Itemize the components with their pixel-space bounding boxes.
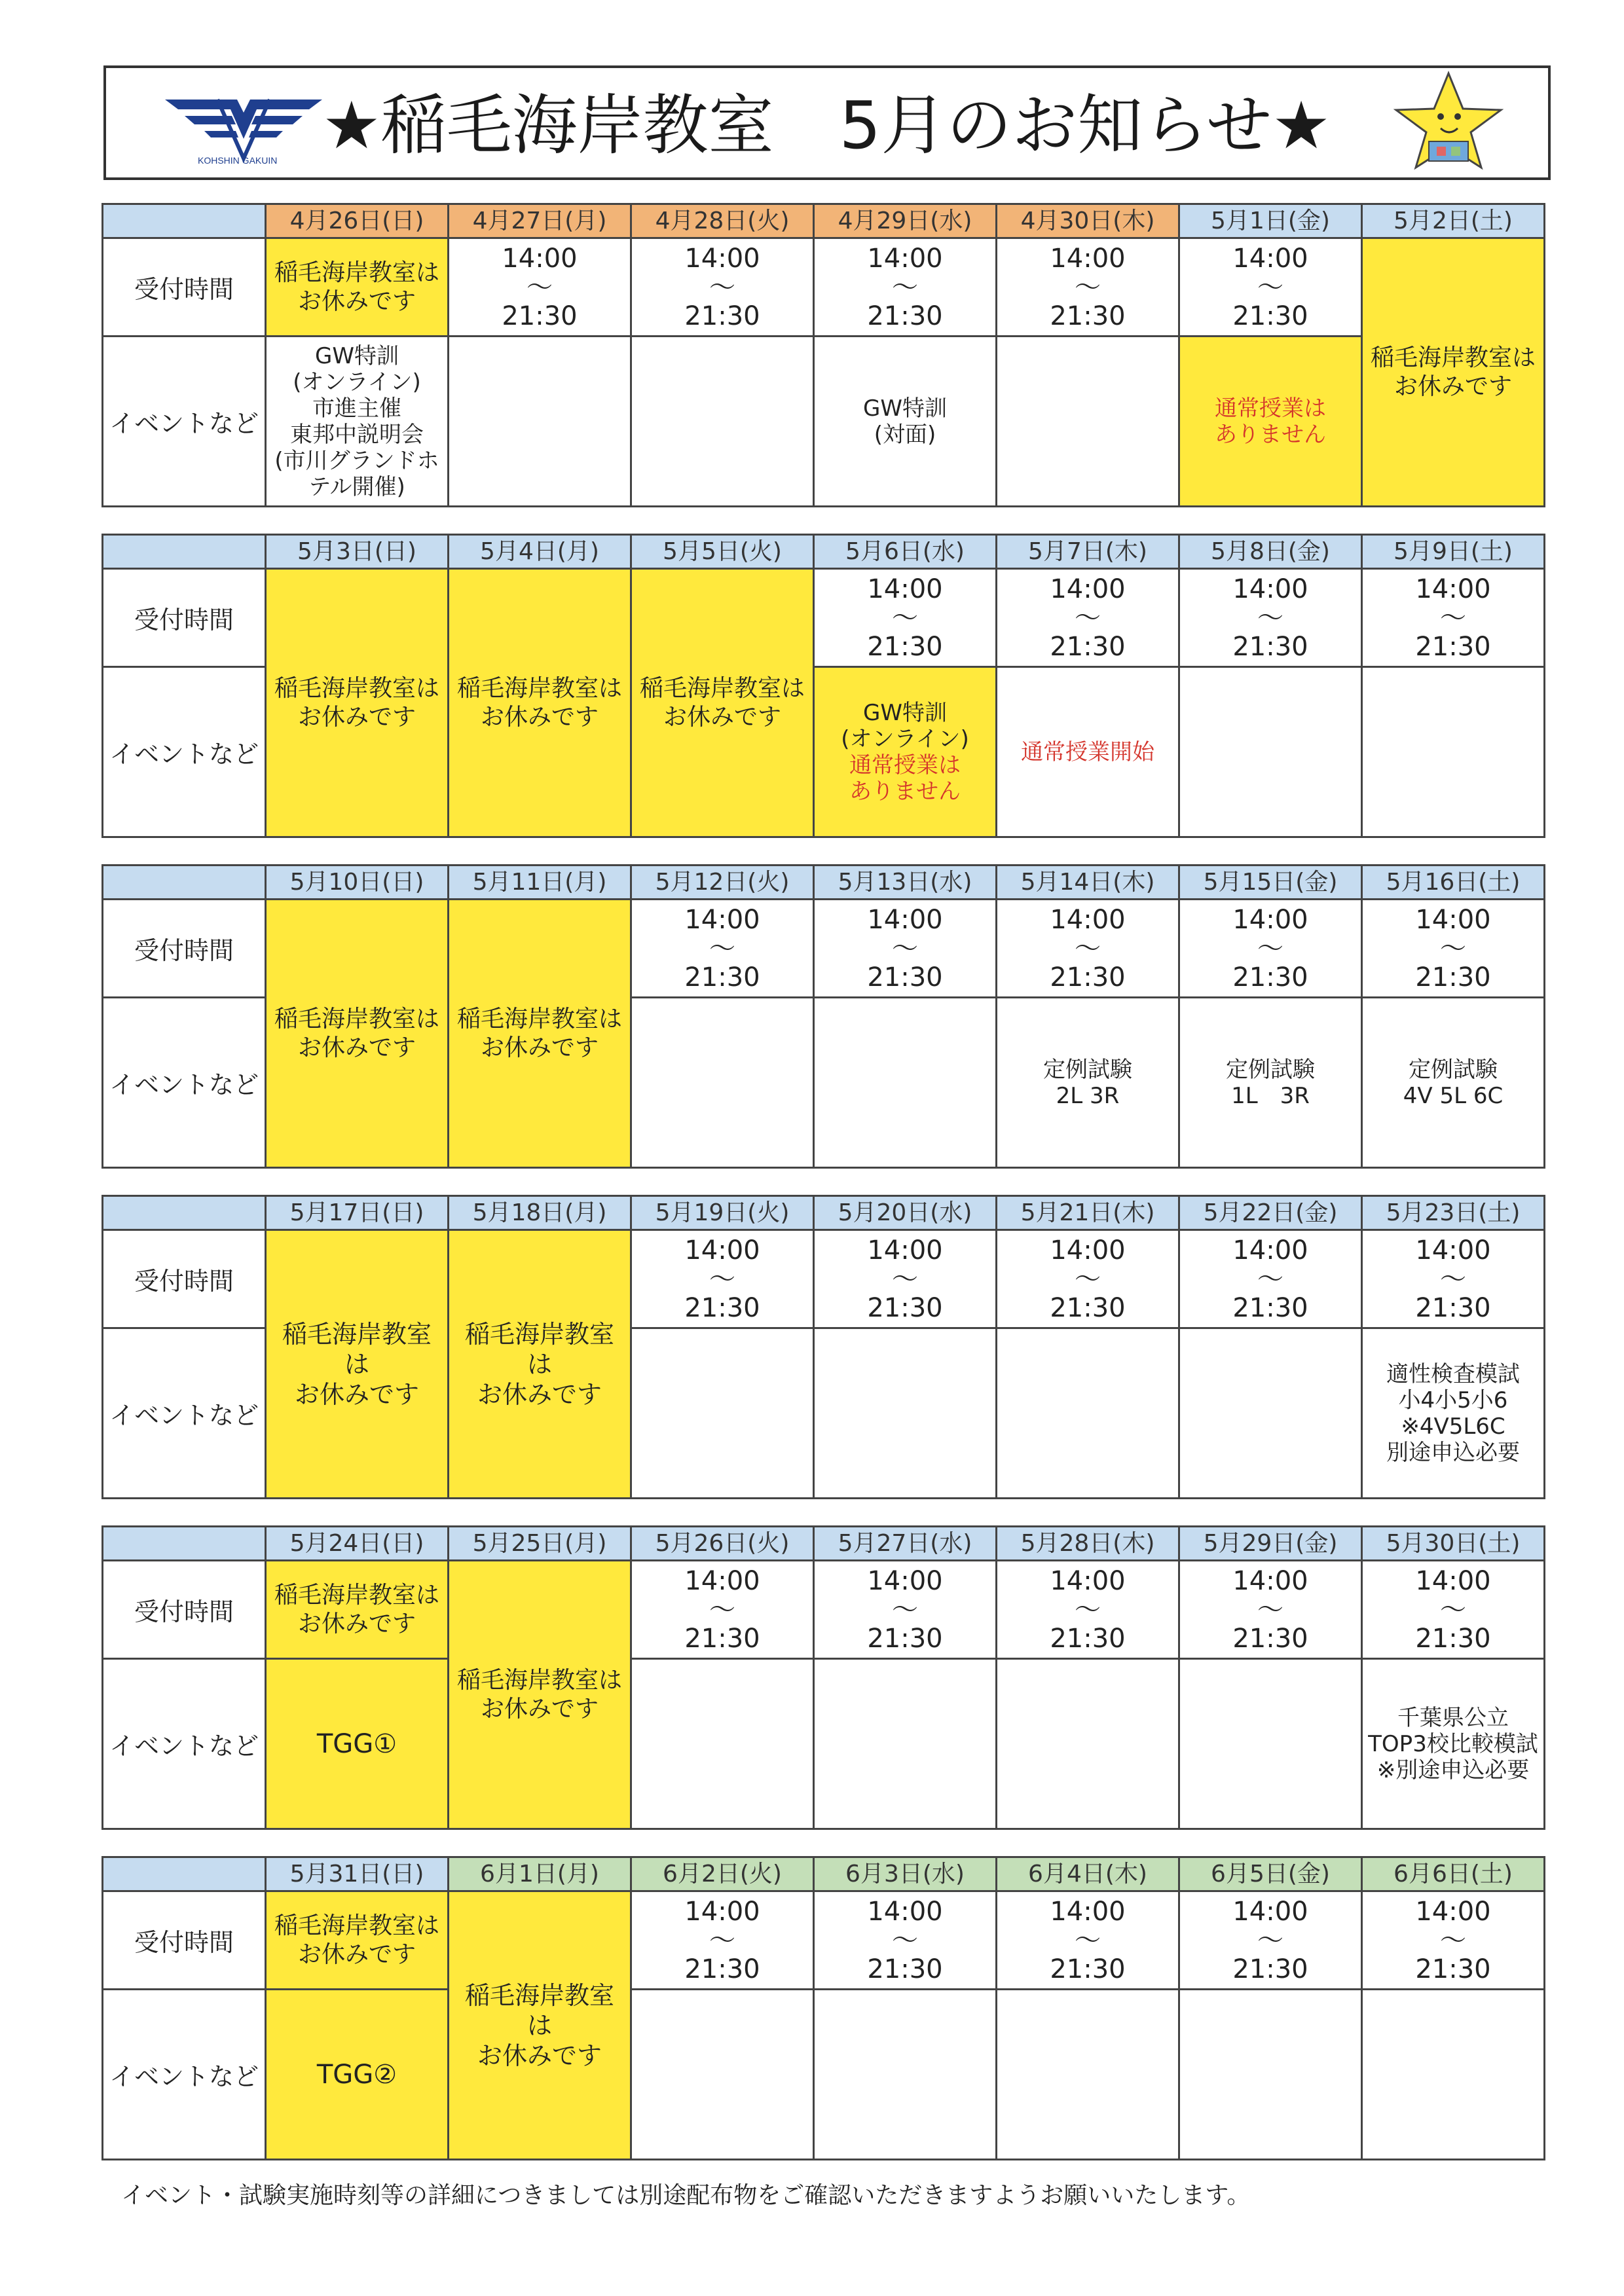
hours-tilde: ～ — [1440, 933, 1466, 964]
row-label-events: イベントなど — [103, 1990, 266, 2160]
closed-text: 稲毛海岸教室はお休みです — [274, 1581, 440, 1637]
hours-close: 21:30 — [1415, 962, 1491, 993]
row-label-hours: 受付時間 — [103, 238, 266, 337]
event-text: 定例試験 4V 5L 6C — [1403, 1056, 1504, 1109]
day-header: 6月5日(金) — [1179, 1857, 1362, 1891]
event-text: 定例試験 1L 3R — [1226, 1056, 1315, 1109]
day-header: 4月30日(木) — [997, 204, 1179, 238]
hours-tilde: ～ — [1075, 933, 1101, 964]
hours-cell — [1362, 569, 1545, 667]
hours-open: 14:00 — [867, 904, 943, 935]
hours-close: 21:30 — [1050, 301, 1126, 331]
day-header: 5月22日(金) — [1179, 1196, 1362, 1230]
hours-cell — [814, 238, 997, 337]
hours-close: 21:30 — [1415, 1292, 1491, 1323]
day-header: 6月1日(月) — [449, 1857, 631, 1891]
hours-cell — [1179, 1891, 1362, 1990]
event-text: 通常授業は ありません — [1215, 395, 1326, 448]
event-cell — [266, 1990, 449, 2160]
hours-open: 14:00 — [1232, 904, 1308, 935]
hours-cell — [814, 1230, 997, 1328]
event-cell — [1179, 1990, 1362, 2160]
event-text: TGG① — [316, 1728, 397, 1759]
week-6-table — [101, 1856, 1545, 2160]
row-label-hours: 受付時間 — [103, 1891, 266, 1990]
hours-tilde: ～ — [892, 272, 918, 302]
week-3-table — [101, 864, 1545, 1169]
hours-close: 21:30 — [1415, 1954, 1491, 1984]
hours-cell — [997, 1891, 1179, 1990]
hours-cell — [997, 1561, 1179, 1659]
hours-cell — [631, 1230, 814, 1328]
hours-cell — [631, 1891, 814, 1990]
event-notice: 通常授業開始 — [1021, 738, 1154, 765]
day-header: 5月14日(木) — [997, 866, 1179, 900]
hours-cell — [1179, 900, 1362, 998]
event-cell — [997, 1659, 1179, 1829]
row-label-hours: 受付時間 — [103, 900, 266, 998]
hours-tilde: ～ — [892, 933, 918, 964]
closed-text: 稲毛海岸教室はお休みです — [457, 1666, 623, 1722]
hours-open: 14:00 — [502, 243, 578, 274]
hours-cell — [449, 238, 631, 337]
hours-open: 14:00 — [867, 1235, 943, 1266]
hours-open: 14:00 — [1232, 1565, 1308, 1596]
closed-text: 稲毛海岸教室はお休みです — [457, 674, 623, 731]
day-header: 5月27日(水) — [814, 1527, 997, 1561]
day-header: 6月4日(木) — [997, 1857, 1179, 1891]
hours-close: 21:30 — [867, 301, 943, 331]
day-header: 5月21日(木) — [997, 1196, 1179, 1230]
row-label-events: イベントなど — [103, 1328, 266, 1499]
hours-tilde: ～ — [1075, 1264, 1101, 1294]
hours-close: 21:30 — [1232, 1292, 1308, 1323]
row-label-events: イベントなど — [103, 667, 266, 837]
page-header — [103, 65, 1551, 180]
day-header: 5月8日(金) — [1179, 535, 1362, 569]
hours-close: 21:30 — [684, 1954, 760, 1984]
hours-open: 14:00 — [867, 1896, 943, 1927]
closed-cell — [266, 900, 449, 1168]
hours-tilde: ～ — [709, 1594, 735, 1625]
school-logo-icon — [158, 80, 329, 168]
closed-text: 稲毛海岸教室はお休みです — [274, 674, 440, 731]
event-notice: 通常授業は ありません — [849, 752, 961, 805]
week-1-table — [101, 203, 1545, 507]
header-blank — [103, 866, 266, 900]
day-header: 5月31日(日) — [266, 1857, 449, 1891]
hours-close: 21:30 — [1050, 631, 1126, 662]
day-header: 5月4日(月) — [449, 535, 631, 569]
day-header: 4月26日(日) — [266, 204, 449, 238]
hours-tilde: ～ — [892, 1264, 918, 1294]
hours-open: 14:00 — [1415, 1235, 1491, 1266]
day-header: 5月12日(火) — [631, 866, 814, 900]
hours-tilde: ～ — [526, 272, 553, 302]
hours-open: 14:00 — [1232, 574, 1308, 604]
hours-close: 21:30 — [1415, 1623, 1491, 1654]
day-header: 6月3日(水) — [814, 1857, 997, 1891]
day-header: 5月18日(月) — [449, 1196, 631, 1230]
day-header: 4月27日(月) — [449, 204, 631, 238]
closed-cell — [449, 900, 631, 1168]
hours-close: 21:30 — [1415, 631, 1491, 662]
star-mascot-icon — [1383, 68, 1514, 183]
hours-cell — [997, 569, 1179, 667]
event-cell — [631, 337, 814, 507]
header-blank — [103, 1196, 266, 1230]
hours-tilde: ～ — [1257, 272, 1283, 302]
header-blank — [103, 204, 266, 238]
hours-open: 14:00 — [1232, 1896, 1308, 1927]
day-header: 5月26日(火) — [631, 1527, 814, 1561]
hours-cell — [1362, 1891, 1545, 1990]
hours-tilde: ～ — [709, 272, 735, 302]
event-cell — [1179, 1659, 1362, 1829]
event-cell — [814, 1990, 997, 2160]
hours-cell — [814, 900, 997, 998]
row-label-events: イベントなど — [103, 998, 266, 1168]
hours-cell — [997, 1230, 1179, 1328]
hours-cell — [1362, 1561, 1545, 1659]
hours-open: 14:00 — [684, 904, 760, 935]
event-cell — [631, 998, 814, 1168]
day-header: 5月1日(金) — [1179, 204, 1362, 238]
hours-close: 21:30 — [867, 1954, 943, 1984]
row-label-hours: 受付時間 — [103, 1230, 266, 1328]
day-header: 5月19日(火) — [631, 1196, 814, 1230]
hours-open: 14:00 — [1050, 1565, 1126, 1596]
hours-cell — [814, 569, 997, 667]
event-text: 千葉県公立 TOP3校比較模試 ※別途申込必要 — [1368, 1704, 1538, 1783]
day-header: 5月16日(土) — [1362, 866, 1545, 900]
event-text: 適性検査模試 小4小5小6 ※4V5L6C 別途申込必要 — [1386, 1360, 1520, 1466]
event-cell — [1179, 1328, 1362, 1499]
day-header: 5月20日(水) — [814, 1196, 997, 1230]
hours-close: 21:30 — [1050, 1954, 1126, 1984]
event-cell — [814, 998, 997, 1168]
day-header: 5月24日(日) — [266, 1527, 449, 1561]
event-cell — [997, 1990, 1179, 2160]
row-label-hours: 受付時間 — [103, 1561, 266, 1659]
day-header: 5月17日(日) — [266, 1196, 449, 1230]
hours-tilde: ～ — [1440, 1925, 1466, 1956]
event-cell — [997, 998, 1179, 1168]
event-cell — [1362, 1328, 1545, 1499]
hours-tilde: ～ — [892, 1925, 918, 1956]
day-header: 5月10日(日) — [266, 866, 449, 900]
hours-tilde: ～ — [1075, 1925, 1101, 1956]
hours-close: 21:30 — [867, 962, 943, 993]
hours-tilde: ～ — [892, 1594, 918, 1625]
hours-close: 21:30 — [1232, 1954, 1308, 1984]
day-header: 6月6日(土) — [1362, 1857, 1545, 1891]
event-cell — [266, 337, 449, 507]
event-text: 定例試験 2L 3R — [1043, 1056, 1132, 1109]
event-cell — [631, 1328, 814, 1499]
day-header: 5月5日(火) — [631, 535, 814, 569]
hours-open: 14:00 — [684, 1565, 760, 1596]
hours-open: 14:00 — [1415, 574, 1491, 604]
hours-open: 14:00 — [1415, 1896, 1491, 1927]
event-cell — [997, 1328, 1179, 1499]
hours-tilde: ～ — [1440, 602, 1466, 633]
week-5-table — [101, 1525, 1545, 1830]
event-cell — [814, 337, 997, 507]
hours-cell — [631, 1561, 814, 1659]
closed-cell — [449, 1891, 631, 2160]
hours-tilde: ～ — [892, 602, 918, 633]
event-cell — [814, 1659, 997, 1829]
event-text: TGG② — [316, 2059, 397, 2090]
hours-cell — [1179, 1561, 1362, 1659]
day-header: 5月29日(金) — [1179, 1527, 1362, 1561]
event-cell — [1179, 667, 1362, 837]
closed-text: 稲毛海岸教室はお休みです — [274, 1912, 440, 1968]
hours-close: 21:30 — [1050, 962, 1126, 993]
hours-cell — [814, 1561, 997, 1659]
hours-close: 21:30 — [1232, 962, 1308, 993]
event-text: GW特訓 (オンライン) — [841, 699, 969, 752]
hours-cell — [631, 900, 814, 998]
closed-cell — [266, 569, 449, 837]
hours-cell — [1362, 900, 1545, 998]
event-cell — [814, 667, 997, 837]
hours-cell — [631, 238, 814, 337]
day-header: 6月2日(火) — [631, 1857, 814, 1891]
hours-tilde: ～ — [1440, 1264, 1466, 1294]
hours-open: 14:00 — [1050, 904, 1126, 935]
event-text: GW特訓 (オンライン) 市進主催 東邦中説明会 (市川グランドホテル開催) — [274, 342, 439, 500]
hours-open: 14:00 — [684, 243, 760, 274]
day-header: 5月2日(土) — [1362, 204, 1545, 238]
day-header: 5月3日(日) — [266, 535, 449, 569]
hours-close: 21:30 — [867, 1292, 943, 1323]
hours-cell — [997, 900, 1179, 998]
hours-close: 21:30 — [867, 1623, 943, 1654]
closed-cell — [266, 1561, 449, 1659]
hours-tilde: ～ — [709, 933, 735, 964]
event-cell — [266, 1659, 449, 1829]
hours-tilde: ～ — [1075, 602, 1101, 633]
event-cell — [1362, 1990, 1545, 2160]
closed-cell — [266, 1230, 449, 1499]
event-cell — [449, 337, 631, 507]
day-header: 5月30日(土) — [1362, 1527, 1545, 1561]
closed-text: 稲毛海岸教室はお休みです — [457, 1005, 623, 1061]
closed-text: 稲毛海岸教室 は お休みです — [282, 1319, 432, 1409]
hours-open: 14:00 — [1050, 1235, 1126, 1266]
hours-close: 21:30 — [1232, 631, 1308, 662]
row-label-events: イベントなど — [103, 1659, 266, 1829]
hours-close: 21:30 — [684, 1292, 760, 1323]
day-header: 4月28日(火) — [631, 204, 814, 238]
closed-text: 稲毛海岸教室 は お休みです — [464, 1980, 614, 2070]
hours-open: 14:00 — [684, 1235, 760, 1266]
hours-open: 14:00 — [867, 243, 943, 274]
week-4-table — [101, 1195, 1545, 1499]
header-blank — [103, 1857, 266, 1891]
hours-cell — [814, 1891, 997, 1990]
hours-close: 21:30 — [1232, 1623, 1308, 1654]
closed-cell — [1362, 238, 1545, 507]
day-header: 5月15日(金) — [1179, 866, 1362, 900]
logo-text: KOHSHIN GAKUIN — [198, 155, 278, 166]
day-header: 5月11日(月) — [449, 866, 631, 900]
hours-tilde: ～ — [1257, 933, 1283, 964]
day-header: 5月6日(水) — [814, 535, 997, 569]
hours-close: 21:30 — [867, 631, 943, 662]
hours-tilde: ～ — [709, 1925, 735, 1956]
header-blank — [103, 1527, 266, 1561]
hours-open: 14:00 — [867, 574, 943, 604]
closed-text: 稲毛海岸教室はお休みです — [1371, 344, 1536, 400]
closed-text: 稲毛海岸教室はお休みです — [274, 259, 440, 315]
week-2-table — [101, 534, 1545, 838]
hours-tilde: ～ — [1257, 1925, 1283, 1956]
event-cell — [814, 1328, 997, 1499]
hours-tilde: ～ — [1257, 602, 1283, 633]
hours-open: 14:00 — [867, 1565, 943, 1596]
day-header: 4月29日(水) — [814, 204, 997, 238]
row-label-hours: 受付時間 — [103, 569, 266, 667]
hours-open: 14:00 — [1232, 243, 1308, 274]
hours-cell — [1179, 569, 1362, 667]
hours-close: 21:30 — [684, 301, 760, 331]
closed-text: 稲毛海岸教室 は お休みです — [464, 1319, 614, 1409]
hours-tilde: ～ — [1075, 1594, 1101, 1625]
hours-cell — [1179, 1230, 1362, 1328]
closed-cell — [266, 238, 449, 337]
event-cell — [1362, 667, 1545, 837]
hours-open: 14:00 — [1415, 904, 1491, 935]
hours-open: 14:00 — [1232, 1235, 1308, 1266]
hours-tilde: ～ — [709, 1264, 735, 1294]
hours-open: 14:00 — [684, 1896, 760, 1927]
header-blank — [103, 535, 266, 569]
hours-cell — [1362, 1230, 1545, 1328]
hours-open: 14:00 — [1050, 243, 1126, 274]
hours-open: 14:00 — [1415, 1565, 1491, 1596]
day-header: 5月25日(月) — [449, 1527, 631, 1561]
hours-cell — [1179, 238, 1362, 337]
closed-cell — [449, 1230, 631, 1499]
hours-close: 21:30 — [502, 301, 578, 331]
closed-text: 稲毛海岸教室はお休みです — [640, 674, 805, 731]
hours-open: 14:00 — [1050, 1896, 1126, 1927]
hours-tilde: ～ — [1257, 1594, 1283, 1625]
hours-close: 21:30 — [684, 962, 760, 993]
hours-tilde: ～ — [1440, 1594, 1466, 1625]
closed-cell — [449, 1561, 631, 1829]
page-title: ★稲毛海岸教室 5月のお知らせ★ — [322, 87, 1331, 164]
event-cell — [997, 337, 1179, 507]
hours-close: 21:30 — [1232, 301, 1308, 331]
event-cell — [1179, 337, 1362, 507]
closed-cell — [449, 569, 631, 837]
event-cell — [631, 1659, 814, 1829]
event-cell — [631, 1990, 814, 2160]
hours-close: 21:30 — [1050, 1292, 1126, 1323]
event-cell — [997, 667, 1179, 837]
hours-tilde: ～ — [1075, 272, 1101, 302]
day-header: 5月28日(木) — [997, 1527, 1179, 1561]
event-text: GW特訓 (対面) — [863, 395, 947, 448]
day-header: 5月23日(土) — [1362, 1196, 1545, 1230]
hours-close: 21:30 — [684, 1623, 760, 1654]
event-cell — [1179, 998, 1362, 1168]
day-header: 5月13日(水) — [814, 866, 997, 900]
event-cell — [1362, 998, 1545, 1168]
footer-note: イベント・試験実施時刻等の詳細につきましては別途配布物をご確認いただきますようお願いいたします。 — [121, 2182, 1251, 2209]
event-cell — [1362, 1659, 1545, 1829]
row-label-events: イベントなど — [103, 337, 266, 507]
day-header: 5月7日(木) — [997, 535, 1179, 569]
hours-open: 14:00 — [1050, 574, 1126, 604]
closed-cell — [266, 1891, 449, 1990]
closed-text: 稲毛海岸教室はお休みです — [274, 1005, 440, 1061]
day-header: 5月9日(土) — [1362, 535, 1545, 569]
hours-close: 21:30 — [1050, 1623, 1126, 1654]
hours-tilde: ～ — [1257, 1264, 1283, 1294]
closed-cell — [631, 569, 814, 837]
hours-cell — [997, 238, 1179, 337]
